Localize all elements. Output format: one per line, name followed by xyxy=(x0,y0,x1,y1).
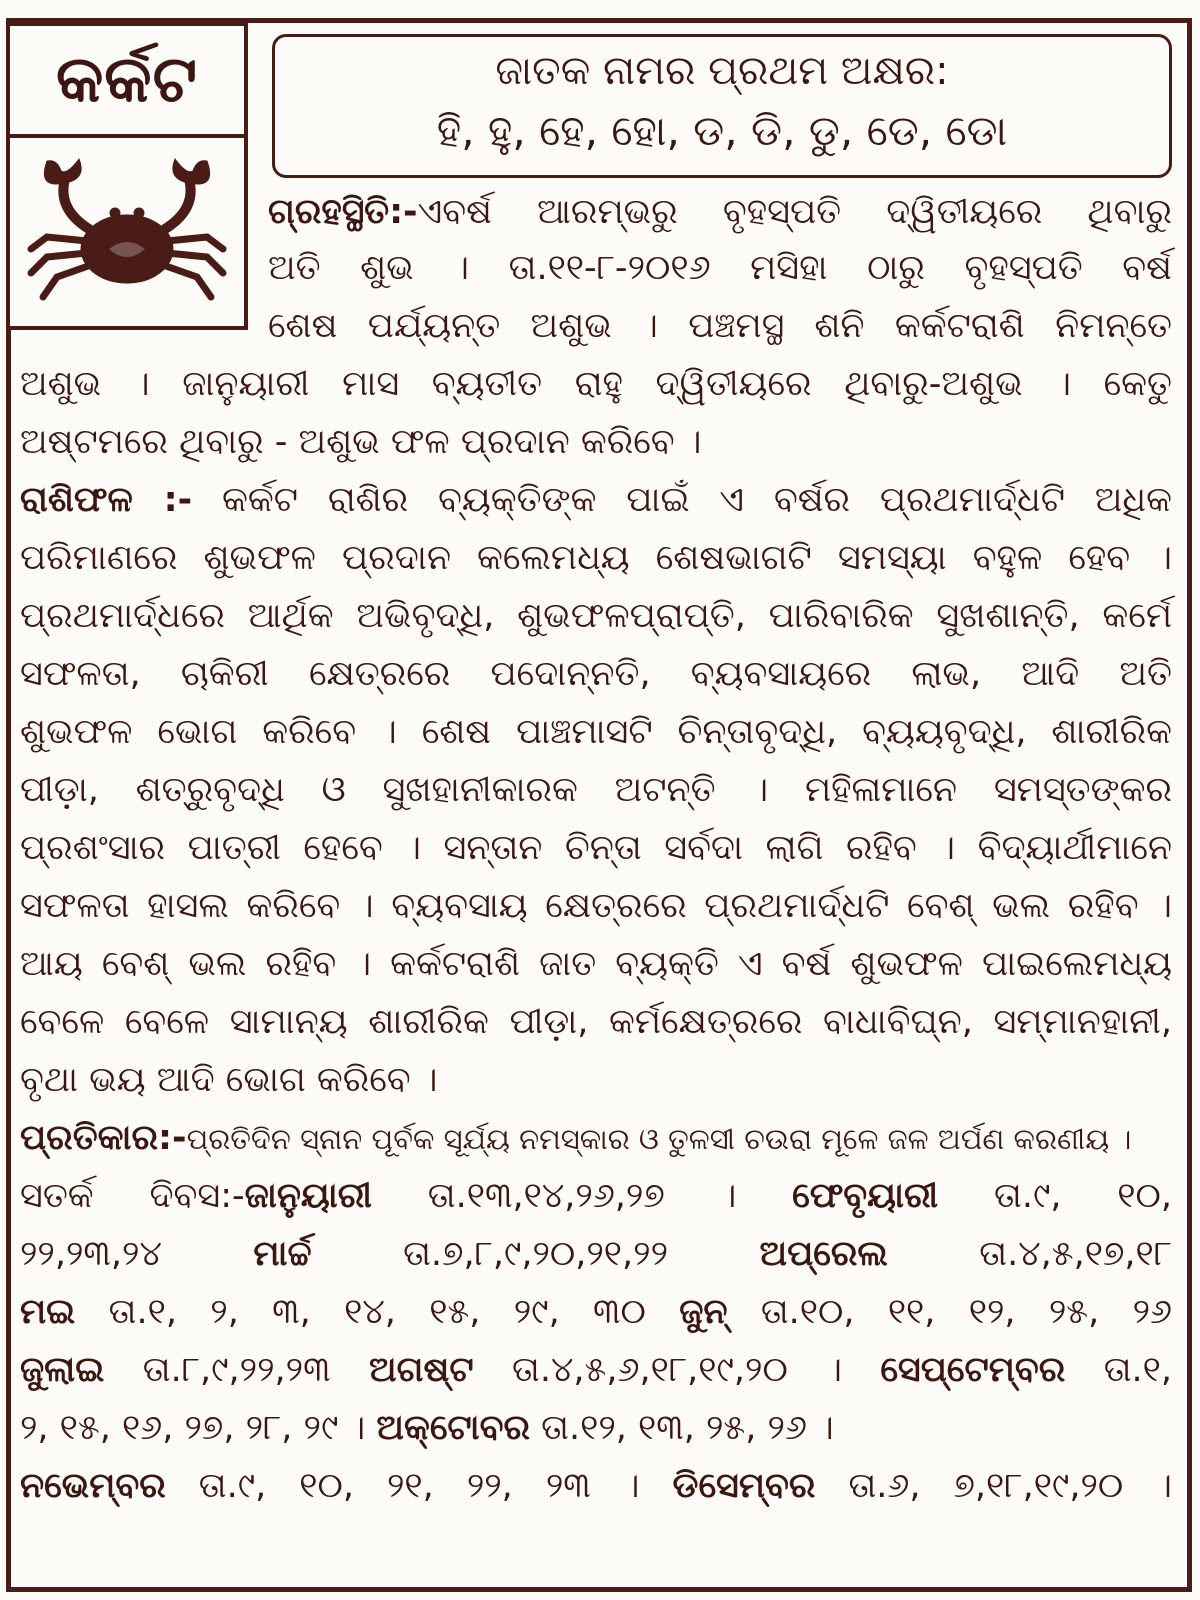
graha-sthiti-line-1: ଗ୍ରହସ୍ଥିତି:-ଏବର୍ଷ ଆରମ୍ଭରୁ ବୃହସ୍ପତି ଦ୍ୱିତୀୟରେ ଥିବାରୁ xyxy=(268,192,1172,232)
month-name: ମଇ xyxy=(20,1292,76,1332)
crab-icon xyxy=(17,149,237,319)
rashiphala-line-4: ସଫଳତା, ଚାକିରୀ କ୍ଷେତ୍ରରେ ପଦୋନ୍ନତି, ବ୍ୟବସାୟରେ ଲାଭ, ଆଦି ଅତି xyxy=(20,654,1172,694)
month-name: ମାର୍ଚ୍ଚ xyxy=(253,1234,312,1274)
rashiphala-line-7: ପ୍ରଶଂସାର ପାତ୍ରୀ ହେବେ । ସନ୍ତାନ ଚିନ୍ତା ସର୍ବଦା ଲାଗି ରହିବ । ବିଦ୍ୟାର୍ଥୀମାନେ xyxy=(20,828,1172,868)
date-list: ୨୨,୨୩,୨୪ xyxy=(20,1234,254,1274)
date-list: ତା.୧, ୨, ୩, ୧୪, ୧୫, ୨୯, ୩୦ xyxy=(75,1292,680,1332)
graha-sthiti-line-4: ଅଶୁଭ । ଜାନୁୟାରୀ ମାସ ବ୍ୟତୀତ ରାହୁ ଦ୍ୱିତୀୟରେ ଥିବାରୁ-ଅଶୁଭ । କେତୁ xyxy=(20,364,1172,404)
rashiphala-line-6: ପୀଡ଼ା, ଶତ୍ରୁବୃଦ୍ଧି ଓ ସୁଖହାନୀକାରକ ଅଟନ୍ତି । ମହିଳାମାନେ ସମସ୍ତଙ୍କର xyxy=(20,770,1172,810)
satarka-line-2 xyxy=(20,1226,1172,1282)
pratikara-line xyxy=(20,1110,1172,1167)
rashiphala-line-2: ପରିମାଣରେ ଶୁଭଫଳ ପ୍ରଦାନ କଲେମଧ୍ୟ ଶେଷଭାଗଟି ସମସ୍ୟା ବହୁଳ ହେବ । xyxy=(20,538,1172,578)
date-list: ତା.୧୩,୧୪,୨୬,୨୭ । xyxy=(371,1176,793,1216)
date-list: ତା.୧, xyxy=(1065,1350,1173,1390)
date-list: ତା.୭,୮,୯,୨୦,୨୧,୨୨ xyxy=(311,1234,760,1274)
date-list: ତା.୧୨, ୧୩, ୨୫, ୨୬ । xyxy=(530,1408,834,1448)
rashiphala-line-5: ଶୁଭଫଳ ଭୋଗ କରିବେ । ଶେଷ ପାଞ୍ଚମାସଟି ଚିନ୍ତାବୃଦ୍ଧି, ବ୍ୟୟବୃଦ୍ଧି, ଶାରୀରିକ xyxy=(20,712,1172,752)
rashiphala-line-8: ସଫଳତା ହାସଲ କରିବେ । ବ୍ୟବସାୟ କ୍ଷେତ୍ରରେ ପ୍ରଥମାର୍ଦ୍ଧଟି ବେଶ୍ ଭଲ ରହିବ । xyxy=(20,886,1172,926)
date-list: ତା.୯, ୧୦, xyxy=(938,1176,1172,1216)
date-list: ୨, ୧୫, ୧୬, ୨୭, ୨୮, ୨୯ । xyxy=(20,1408,377,1448)
rashiphala-line-1: ରାଶିଫଳ :- କର୍କଟ ରାଶିର ବ୍ୟକ୍ତିଙ୍କ ପାଇଁ ଏ ବର୍ଷର ପ୍ରଥମାର୍ଦ୍ଧଟି ଅଧିକ xyxy=(20,480,1172,520)
date-list: ସତର୍କ ଦିବସ:- xyxy=(20,1176,245,1216)
satarka-line-6 xyxy=(20,1458,1172,1514)
rashiphala-heading: ରାଶିଫଳ :- xyxy=(20,480,193,520)
rashiphala-line-9: ଆୟ ବେଶ୍ ଭଲ ରହିବ । କର୍କଟରାଶି ଜାତ ବ୍ୟକ୍ତି ଏ ବର୍ଷ ଶୁଭଫଳ ପାଇଲେମଧ୍ୟ xyxy=(20,944,1172,984)
graha-sthiti-line-5: ଅଷ୍ଟମରେ ଥିବାରୁ - ଅଶୁଭ ଫଳ ପ୍ରଦାନ କରିବେ । xyxy=(20,422,702,462)
month-name: ନଭେମ୍ବର xyxy=(20,1466,166,1506)
satarka-line-4 xyxy=(20,1342,1172,1398)
rashiphala-line-11: ବୃଥା ଭୟ ଆଦି ଭୋଗ କରିବେ । xyxy=(20,1060,438,1100)
date-list: ତା.୮,୯,୨୨,୨୩ xyxy=(104,1350,370,1390)
month-name: ଜୁଲାଇ xyxy=(20,1350,105,1390)
date-list: ତା.୪,୫,୬,୧୮,୧୯,୨୦ । xyxy=(473,1350,881,1390)
graha-sthiti-line-2: ଅତି ଶୁଭ । ତା.୧୧-୮-୨୦୧୬ ମସିହା ଠାରୁ ବୃହସ୍ପତି ବର୍ଷ xyxy=(268,248,1172,288)
satarka-line-5 xyxy=(20,1400,1172,1456)
pratikara-text: ପ୍ରତିଦିନ ସ୍ନାନ ପୂର୍ବକ ସୂର୍ଯ୍ୟ ନମସ୍କାର ଓ ତୁଳସୀ ଚଉରା ମୂଳେ ଜଳ ଅର୍ପଣ କରଣୀୟ । xyxy=(186,1122,1132,1156)
month-name: ଜୁନ୍ xyxy=(679,1292,728,1332)
month-name: ଅପ୍ରେଲ xyxy=(759,1234,888,1274)
date-list: ତା.୬, ୭,୧୮,୧୯,୨୦ । xyxy=(815,1466,1172,1506)
rashiphala-line-3: ପ୍ରଥମାର୍ଦ୍ଧରେ ଆର୍ଥିକ ଅଭିବୃଦ୍ଧି, ଶୁଭଫଳପ୍ରାପ୍ତି, ପାରିବାରିକ ସୁଖଶାନ୍ତି, କର୍ମେ xyxy=(20,596,1172,636)
sign-name: କର୍କଟ xyxy=(10,26,244,138)
date-list: ତା.୪,୫,୧୭,୧୮ xyxy=(887,1234,1173,1274)
date-list: ତା.୯, ୧୦, ୨୧, ୨୨, ୨୩ । xyxy=(165,1466,673,1506)
month-name: ଜାନୁୟାରୀ xyxy=(244,1176,372,1216)
month-name: ସେପ୍ଟେମ୍ବର xyxy=(880,1350,1066,1390)
name-letters-box xyxy=(272,34,1172,178)
month-name: ଡିସେମ୍ବର xyxy=(672,1466,816,1506)
satarka-line-1 xyxy=(20,1168,1172,1224)
pratikara-heading: ପ୍ରତିକାର:- xyxy=(20,1118,187,1158)
rashiphala-line-10: ବେଳେ ବେଳେ ସାମାନ୍ୟ ଶାରୀରିକ ପୀଡ଼ା, କର୍ମକ୍ଷେତ୍ରରେ ବାଧାବିଘ୍ନ, ସମ୍ମାନହାନୀ, xyxy=(20,1002,1172,1042)
month-name: ଅଗଷ୍ଟ xyxy=(369,1350,474,1390)
graha-sthiti-line-3: ଶେଷ ପର୍ଯ୍ୟନ୍ତ ଅଶୁଭ । ପଞ୍ଚମସ୍ଥ ଶନି କର୍କଟରାଶି ନିମନ୍ତେ xyxy=(268,306,1172,346)
sign-panel xyxy=(6,22,248,330)
month-name: ଅକ୍ଟୋବର xyxy=(376,1408,531,1448)
date-list: ତା.୧୦, ୧୧, ୧୨, ୨୫, ୨୬ xyxy=(727,1292,1172,1332)
name-letters-list: ହି, ହୁ, ହେ, ହୋ, ଡ, ଡି, ଡୁ, ଡେ, ଡୋ xyxy=(436,106,1008,155)
satarka-line-3 xyxy=(20,1284,1172,1340)
month-name: ଫେବୃୟାରୀ xyxy=(792,1176,939,1216)
name-letters-title: ଜାତକ ନାମର ପ୍ରଥମ ଅକ୍ଷର: xyxy=(495,48,949,94)
graha-sthiti-heading: ଗ୍ରହସ୍ଥିତି:- xyxy=(268,192,418,232)
